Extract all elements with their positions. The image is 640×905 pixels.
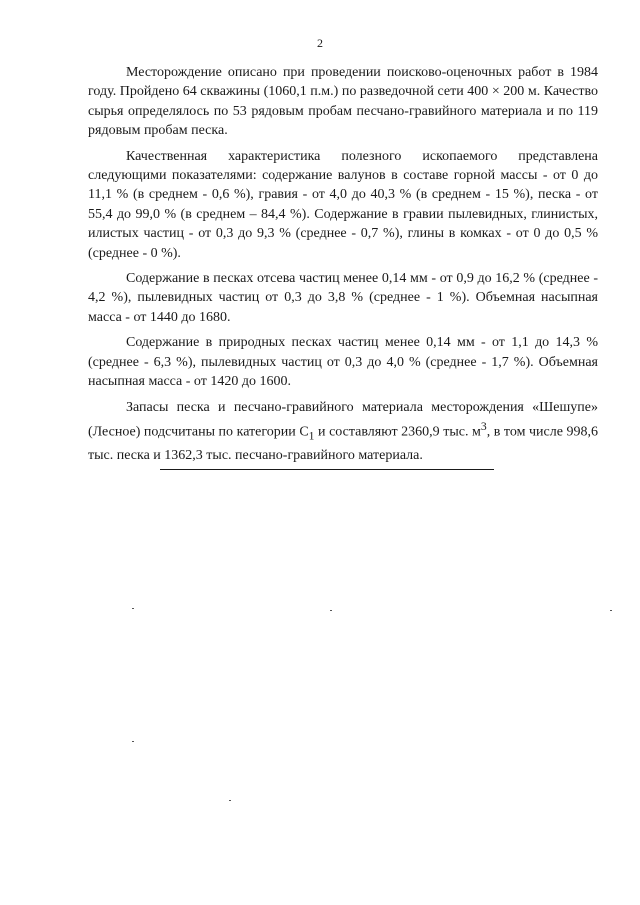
category-letter: С (299, 424, 309, 440)
paragraph-reserves (88, 398, 598, 466)
page-number: 2 (317, 36, 323, 50)
document-body (88, 63, 598, 471)
paragraph-natural-sands: Содержание в природных песках частиц менее 0,14 мм - от 1,1 до 14,3 % (среднее - 6,3 %), пылевидных частиц от 0,3 до 4,0 % (среднее - 1,7 %). Объемная насыпная масса - от 1420 до 1600. (88, 335, 598, 390)
reserves-text-end: , в том числе 998,6 тыс. песка и 1362,3 тыс. песчано-гравийного материала. (88, 424, 598, 463)
scan-speck (330, 610, 332, 611)
scan-speck (132, 741, 134, 742)
reserves-text-start: Запасы песка и песчано-гравийного материала месторождения «Шешупе» (Лесное) подсчитаны по категории (88, 399, 598, 440)
scan-speck (610, 610, 612, 611)
category-index: 1 (308, 429, 315, 443)
paragraph-exploration: Месторождение описано при проведении поисково-оценочных работ в 1984 году. Пройдено 64 скважины (1060,1 п.м.) по разведочной сети 400 × 200 м. Качество сырья определялось по 53 рядовым пробам песчано-гравийного материала и по 119 рядовым пробам песка. (88, 65, 598, 139)
unit-power: 3 (480, 419, 487, 433)
end-rule (160, 469, 494, 470)
paragraph-quality: Качественная характеристика полезного ископаемого представлена следующими показателями: содержание валунов в составе горной массы - от 0 до 11,1 % (в среднем - 0,6 %), гравия - от 4,0 до 40,3 % (в среднем - 15 %), песка - от 55,4 до 99,0 % (в среднем – 84,4 %). Содержание в гравии пылевидных, глинистых, илистых частиц - от 0,3 до 9,3 % (среднее - 0,7 %), глины в комках - от 0 до 0,5 % (среднее - 0 %). (88, 148, 598, 261)
paragraph-screening-sands: Содержание в песках отсева частиц менее 0,14 мм - от 0,9 до 16,2 % (среднее - 4,2 %), пылевидных частиц от 0,3 до 3,8 % (среднее - 1 %). Объемная насыпная масса - от 1440 до 1680. (88, 271, 598, 325)
scan-speck (229, 800, 231, 801)
reserves-text-middle: и составляют 2360,9 тыс. м (314, 424, 481, 440)
scan-speck (132, 608, 134, 609)
